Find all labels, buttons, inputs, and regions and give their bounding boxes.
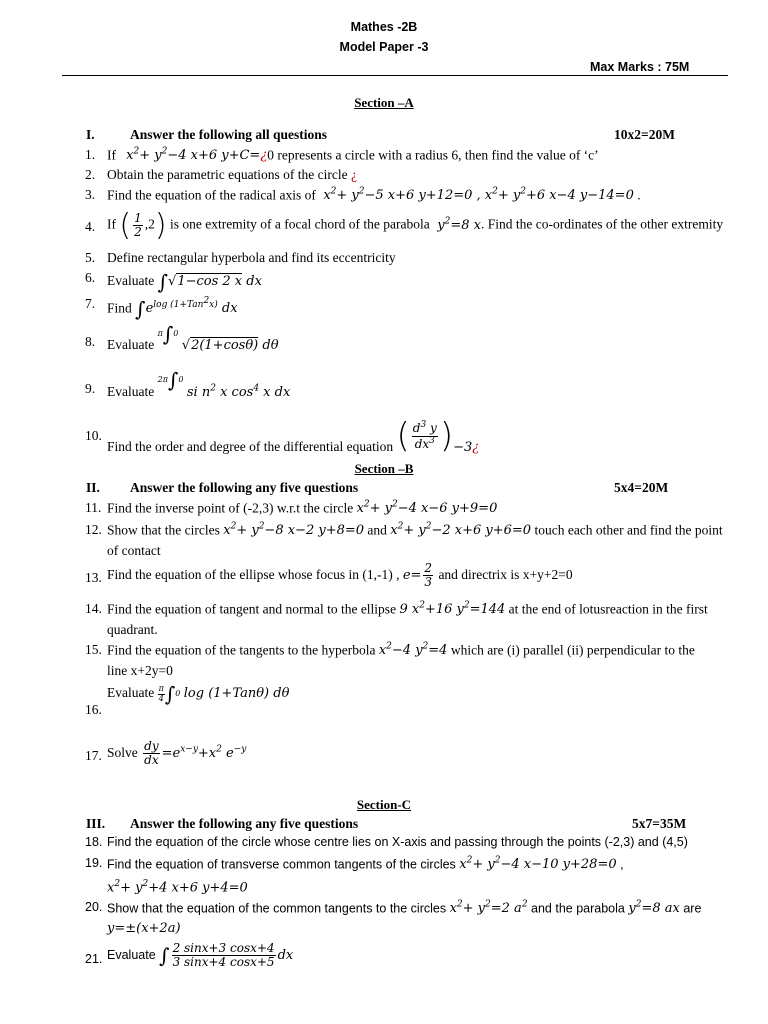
question-text: Find the inverse point of (-2,3) w.r.t the circle $x^2+ y^2-4$ x−6 y+9=0 — [107, 500, 498, 517]
question-text: Show that the circles $x^2+ y^2-8$ x−2 y+8=0 and $x^2+ y^2-2$ x+6 y+6=0 touch each other and find the point — [107, 522, 723, 539]
section-c-instruction: Answer the following any five questions — [130, 816, 359, 831]
question-number: 5. — [85, 250, 96, 265]
question-number: 8. — [85, 334, 96, 349]
question-text: Evaluate ∫√1−cos 2 x dx — [107, 270, 262, 294]
section-b-roman: II. — [86, 480, 100, 495]
header-divider — [62, 75, 728, 76]
question-text: Find $\int e^{log (1+Tan^2x)}$ dx — [107, 296, 238, 322]
exam-paper: Mathes -2B Model Paper -3 Max Marks : 75M Section –A I. Answer the following all questions 10x2=20M 1. If $x^2+ y^2-4$ x+6 y+C=¿0 represents a circle with a radius 6, then find the value of ‘c’ 2. Obtain the parametric equations of the circle ¿ 3. Find the equation of the radical axis of $x^2+ y^2-5$ x+6 y+12=0 , $x^2+ y^2+6$ x−4 y−14=0 . 4. If ( $\frac{1}{2}$ ,2) is one extremity of a focal chord of the parabola $y^2=8$ x. Find the co-ordinates of the other extremity 5. Define rectangular hyperbola and find its eccentricity 6. Evaluate ∫√1−cos 2 x dx 7. Find $\int e^{log (1+Tan^2x)}$ dx 8. Evaluate π∫0 √2(1+cosθ) dθ 9. Evaluate 2π∫0 si $n^2$ x $\cos^4 x$ dx 10. Find the order and degree of the differential equation ( $\frac{d^3 y}{dx^3}$ )−3¿ Section –B II. Answer the following any five questions 5x4=20M 11. Find the inverse point of (-2,3) w.r.t the circle $x^2+ y^2-4$ x−6 y+9=0 12. Show that the circles $x^2+ y^2-8$ x−2 y+8=0 and $x^2+ y^2-2$ x+6 y+6=0 touch each other and find the point of contact 13. Find the equation of the ellipse whose focus in (1,-1) , e= $\frac{2}{3}$ and directrix is x+y+2=0 14. Find the equation of tangent and normal to the ellipse 9 $x^2+16$ $y^2=144$ at the end of lotusreaction in the first quadrant. 15. Find the equation of the tangents to the hyperbola $x^2-4$ $y^2=4$ which are (i) parallel (ii) perpendicular to the line x+2y=0 16. Evaluate $\frac{\pi}{4}$ ∫0 log (1+Tanθ) dθ 17. Solve $\frac{dy}{dx}$ $=e^{x-y}+x^2$ $e^{-y}$ Section-C III. Answer the following any five questions 5x7=35M 18. Find the equation of the circle whose centre lies on X-axis and passing through the points (-2,3) and (4,5) 19. Find the equation of transverse common tangents of the circles $x^2+ y^2-4$ x−10 y+28=0 , $x^2+ y^2+4$ x+6 y+4=0 20. Show that the equation of the common tangents to the circles $x^2+ y^2=2$ $a^2$ and the parabola $y^2=8$ ax are y=±(x+2a) 21. Evaluate ∫ $\frac{2 \sin x+3 \cos x+4}{3 \sin x+4 \cos x+5}$ dx — [0, 0, 768, 1024]
section-b-title: Section –B — [354, 461, 414, 476]
math-expression: $x^2+ y^2-5$ x+6 y+12=0 , $x^2+ y^2+6$ x−4 y−14=0 — [319, 187, 634, 204]
question-text: Evaluate $\frac{\pi}{4}$ ∫0 log (1+Tanθ) dθ — [107, 682, 290, 706]
section-b-instruction: Answer the following any five questions — [130, 480, 359, 495]
question-text: Evaluate ∫ $\frac{2 \sin x+3 \cos x+4}{3 \sin x+4 \cos x+5}$ dx — [107, 941, 294, 970]
question-text: Obtain the parametric equations of the circle ¿ — [107, 167, 358, 182]
question-text: Show that the equation of the common tangents to the circles $x^2+ y^2=2$ $a^2$ and the parabola $y^2=8$ ax are — [107, 900, 702, 917]
question-number: 17. — [85, 748, 102, 763]
question-number: 10. — [85, 428, 102, 443]
question-number: 4. — [85, 219, 96, 234]
section-a-marks: 10x2=20M — [614, 127, 675, 142]
question-number: 14. — [85, 601, 102, 616]
question-number: 21. — [85, 952, 103, 966]
paper-title: Model Paper -3 — [339, 40, 429, 54]
question-number: 15. — [85, 642, 102, 657]
math-expression: $x^2+ y^2-4$ x+6 y+C=¿ — [126, 147, 268, 164]
section-a-instruction: Answer the following all questions — [130, 127, 328, 142]
paper-subject: Mathes -2B — [350, 20, 418, 34]
question-text: Find the equation of the radical axis of $x^2+ y^2-5$ x+6 y+12=0 , $x^2+ y^2+6$ x−4 y−14=0 . — [107, 187, 641, 204]
section-c-title: Section-C — [356, 797, 412, 812]
question-number: 18. — [85, 835, 103, 849]
question-text: Evaluate 2π∫0 si $n^2$ x $\cos^4 x$ dx — [107, 368, 291, 401]
question-number: 7. — [85, 296, 96, 311]
question-number: 13. — [85, 570, 102, 585]
question-text: Find the equation of tangent and normal to the ellipse 9 $x^2+16$ $y^2=144$ at the end of lotusreaction in the first — [107, 601, 708, 618]
question-text: Find the equation of transverse common tangents of the circles $x^2+ y^2-4$ x−10 y+28=0 , — [107, 856, 624, 873]
max-marks: Max Marks : 75M — [590, 60, 690, 74]
question-number: 12. — [85, 522, 102, 537]
question-number: 16. — [85, 702, 102, 717]
question-number: 19. — [85, 856, 103, 870]
question-text: If ( $\frac{1}{2}$ ,2) is one extremity of a focal chord of the parabola $y^2=8$ x. Find the co-ordinates of the other extremity — [107, 208, 724, 243]
section-c-roman: III. — [86, 816, 106, 831]
question-number: 11. — [85, 500, 102, 515]
question-text: Solve $\frac{dy}{dx}$ $=e^{x-y}+x^2$ $e^{-y}$ — [107, 739, 247, 768]
section-c-marks: 5x7=35M — [632, 816, 687, 831]
section-b-marks: 5x4=20M — [614, 480, 669, 495]
section-a-roman: I. — [86, 127, 95, 142]
question-text: Find the equation of the tangents to the hyperbola $x^2-4$ $y^2=4$ which are (i) parallel (ii) perpendicular to the — [107, 642, 695, 659]
question-text: Evaluate π∫0 √2(1+cosθ) dθ — [107, 322, 279, 354]
question-text: Define rectangular hyperbola and find its eccentricity — [107, 250, 396, 265]
question-text: Find the order and degree of the differential equation ( $\frac{d^3 y}{dx^3}$ )−3¿ — [107, 416, 480, 456]
question-number: 3. — [85, 187, 96, 202]
question-number: 9. — [85, 381, 96, 396]
question-text: If $x^2+ y^2-4$ x+6 y+C=¿0 represents a circle with a radius 6, then find the value of ‘c’ — [107, 147, 599, 164]
section-a-title: Section –A — [354, 95, 414, 110]
question-number: 1. — [85, 147, 96, 162]
question-text: Find the equation of the ellipse whose focus in (1,-1) , e= $\frac{2}{3}$ and directrix is x+y+2=0 — [107, 561, 573, 590]
question-number: 2. — [85, 167, 96, 182]
question-number: 20. — [85, 900, 103, 914]
question-text: Find the equation of the circle whose centre lies on X-axis and passing through the points (-2,3) and (4,5) — [107, 835, 688, 849]
question-number: 6. — [85, 270, 96, 285]
